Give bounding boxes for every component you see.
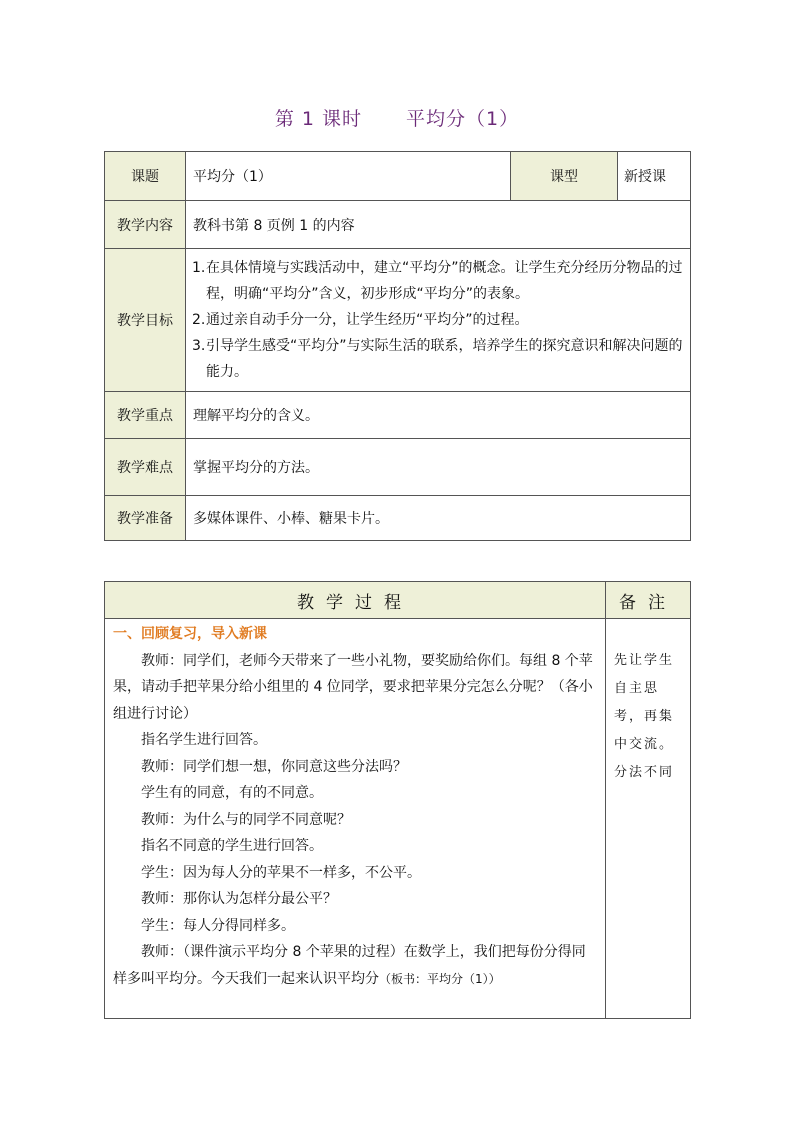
board-note: （板书：平均分（1）） [379,971,501,986]
note-cell: 先让学生自主思考，再集中交流。分法不同 [606,619,691,1019]
process-paragraph: 学生：每人分得同样多。 [141,917,295,934]
page-title [0,104,794,131]
teaching-process-table [104,581,691,1019]
goal-item: 3. 引导学生感受“平均分”与实际生活的联系，培养学生的探究意识和解决问题的能力。 [192,338,683,380]
prep-value: 多媒体课件、小棒、糖果卡片。 [186,496,691,541]
type-value: 新授课 [618,152,691,201]
process-paragraph: 教师：同学们，老师今天带来了一些小礼物，要奖励给你们。每组 8 个苹果，请动手把苹果分给小组里的 4 位同学，要求把苹果分完怎么分呢？（各小组进行讨论） [113,652,593,722]
process-paragraph: 学生有的同意，有的不同意。 [141,785,323,801]
prep-label: 教学准备 [105,496,186,541]
process-paragraph: 指名不同意的学生进行回答。 [141,838,323,854]
process-paragraph: 教师：为什么与的同学不同意呢？ [141,811,351,828]
difficulty-label: 教学难点 [105,439,186,496]
topic-value: 平均分（1） [186,152,511,201]
goals-label: 教学目标 [105,249,186,392]
process-paragraph: 教师：（课件演示平均分 8 个苹果的过程）在数学上，我们把每份分得同样多叫平均分。今天我们一起来认识平均分（板书：平均分（1）） [113,944,586,987]
process-paragraph: 学生：因为每人分的苹果不一样多，不公平。 [141,864,421,881]
type-label: 课型 [511,152,618,201]
note-header: 备注 [606,582,691,619]
goals-list [186,249,691,392]
title-topic: 平均分（1） [406,108,520,130]
goal-item: 1. 在具体情境与实践活动中，建立“平均分”的概念。让学生充分经历分物品的过程，明确“平均分”含义，初步形成“平均分”的表象。 [192,260,683,302]
process-header: 教学过程 [105,582,606,619]
difficulty-value: 掌握平均分的方法。 [186,439,691,496]
topic-label: 课题 [105,152,186,201]
goal-item: 2. 通过亲自动手分一分，让学生经历“平均分”的过程。 [192,312,529,328]
title-lesson: 第 1 课时 [274,108,363,130]
process-paragraph: 指名学生进行回答。 [141,732,267,748]
key-value: 理解平均分的含义。 [186,392,691,439]
key-label: 教学重点 [105,392,186,439]
content-label: 教学内容 [105,201,186,249]
lesson-info-table [104,151,691,541]
process-body [105,619,606,1019]
section-title: 一、回顾复习，导入新课 [113,626,267,642]
process-paragraph: 教师：那你认为怎样分最公平？ [141,891,337,907]
process-paragraph: 教师：同学们想一想，你同意这些分法吗？ [141,758,407,775]
content-value: 教科书第 8 页例 1 的内容 [186,201,691,249]
